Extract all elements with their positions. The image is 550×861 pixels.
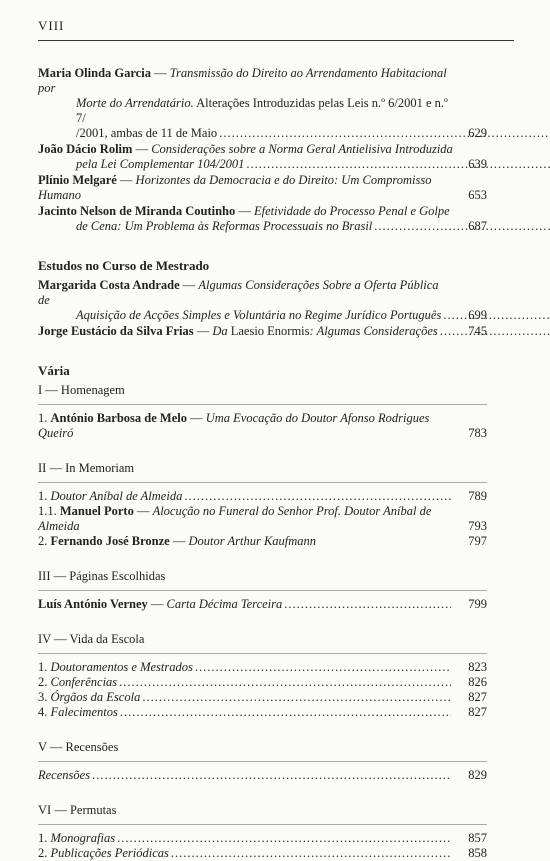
dot-leader [195, 660, 451, 675]
entry-author: Maria Olinda Garcia [38, 66, 151, 80]
toc-entry: 2. Publicações Periódicas ..... 858 [38, 846, 487, 861]
subsection-heading: III — Páginas Escolhidas [38, 569, 166, 583]
entry-page: 699 [468, 308, 487, 322]
dot-leader [440, 324, 550, 338]
page-number: VIII [38, 18, 65, 33]
entry-page: 639 [468, 157, 487, 171]
entry-page: 797 [468, 534, 487, 548]
section-heading: Vária [38, 363, 70, 378]
toc-entry: 1. Doutor Aníbal de Almeida ..... 789 [38, 489, 487, 504]
entry-page: 823 [468, 660, 487, 674]
toc-entry: Jacinto Nelson de Miranda Coutinho — Efetividade do Processo Penal e Golpe de Cena: Um Problema às Reformas Processuais no Brasil ..... 687 [38, 204, 487, 234]
toc-entry: Recensões ..... 829 [38, 768, 487, 783]
subsection-heading: VI — Permutas [38, 803, 117, 817]
dot-leader [119, 675, 451, 690]
entry-page: 799 [468, 597, 487, 611]
dot-leader [219, 126, 550, 140]
dot-leader [92, 768, 451, 783]
subsection-rule [38, 653, 487, 654]
toc-entry: 1.1. Manuel Porto — Alocução no Funeral do Senhor Prof. Doutor Aníbal de Almeida 793 [38, 504, 487, 533]
entry-page: 829 [468, 768, 487, 782]
entry-title: Transmissão do Direito ao Arrendamento Habitacional por [38, 66, 447, 95]
entry-page: 826 [468, 675, 487, 689]
subsection-heading: IV — Vida da Escola [38, 632, 145, 646]
table-of-contents [38, 66, 487, 861]
entry-page: 629 [468, 126, 487, 140]
dot-leader [374, 219, 550, 233]
dot-leader [142, 690, 451, 705]
dot-leader [246, 157, 550, 171]
subsection-rule [38, 404, 487, 405]
toc-entry: Luís António Verney — Carta Décima Terceira ..... 799 [38, 597, 487, 612]
toc-entry: João Dácio Rolim — Considerações sobre a Norma Geral Antielisiva Introduzida pela Lei Complementar 104/2001 ..... 639 [38, 142, 487, 172]
entry-page: 745 [468, 324, 487, 338]
entry-author: Plínio Melgaré [38, 173, 117, 187]
toc-entry: 3. Órgãos da Escola ..... 827 [38, 690, 487, 705]
toc-entry: 1. Monografias ..... 857 [38, 831, 487, 846]
entry-author: Jacinto Nelson de Miranda Coutinho [38, 204, 236, 218]
toc-entry: Margarida Costa Andrade — Algumas Considerações Sobre a Oferta Pública de Aquisição de Acções Simples e Voluntária no Regime Jurídico Português ..... 699 [38, 278, 487, 323]
subsection-heading: II — In Memoriam [38, 461, 135, 475]
entry-page: 857 [468, 831, 487, 845]
toc-entry: Plínio Melgaré — Horizontes da Democracia e do Direito: Um Compromisso Humano 653 [38, 173, 487, 202]
toc-entry: 1. António Barbosa de Melo — Uma Evocação do Doutor Afonso Rodrigues Queiró 783 [38, 411, 487, 440]
subsection-rule [38, 590, 487, 591]
subsection-heading: I — Homenagem [38, 383, 125, 397]
toc-entry: 1. Doutoramentos e Mestrados ..... 823 [38, 660, 487, 675]
subsection-rule [38, 482, 487, 483]
toc-entry: 2. Conferências ..... 826 [38, 675, 487, 690]
entry-page: 789 [468, 489, 487, 503]
entry-page: 793 [468, 519, 487, 533]
header-rule [38, 40, 514, 41]
entry-page: 653 [468, 188, 487, 202]
dot-leader [184, 489, 451, 504]
subsection-rule [38, 824, 487, 825]
entry-author: João Dácio Rolim [38, 142, 133, 156]
toc-entry: 4. Falecimentos ..... 827 [38, 705, 487, 720]
subsection-heading: V — Recensões [38, 740, 119, 754]
dot-leader [117, 831, 451, 846]
toc-entry: Maria Olinda Garcia — Transmissão do Direito ao Arrendamento Habitacional por Morte do Arrendatário. Alterações Introduzidas pelas Leis n.º 6/2001 e n.º 7/ /2001, ambas de 11 de Maio ..... 629 [38, 66, 487, 141]
entry-page: 827 [468, 705, 487, 719]
entry-page: 827 [468, 690, 487, 704]
entry-page: 783 [468, 426, 487, 440]
toc-entry: Jorge Eustácio da Silva Frias — Da Laesio Enormis: Algumas Considerações ..... 745 [38, 324, 487, 339]
dot-leader [443, 308, 550, 322]
entry-page: 858 [468, 846, 487, 860]
section-heading: Estudos no Curso de Mestrado [38, 258, 210, 273]
dot-leader [171, 846, 451, 861]
dot-leader [284, 597, 451, 612]
toc-entry: 2. Fernando José Bronze — Doutor Arthur Kaufmann 797 [38, 534, 487, 548]
subsection-rule [38, 761, 487, 762]
dot-leader [120, 705, 451, 720]
entry-page: 687 [468, 219, 487, 233]
